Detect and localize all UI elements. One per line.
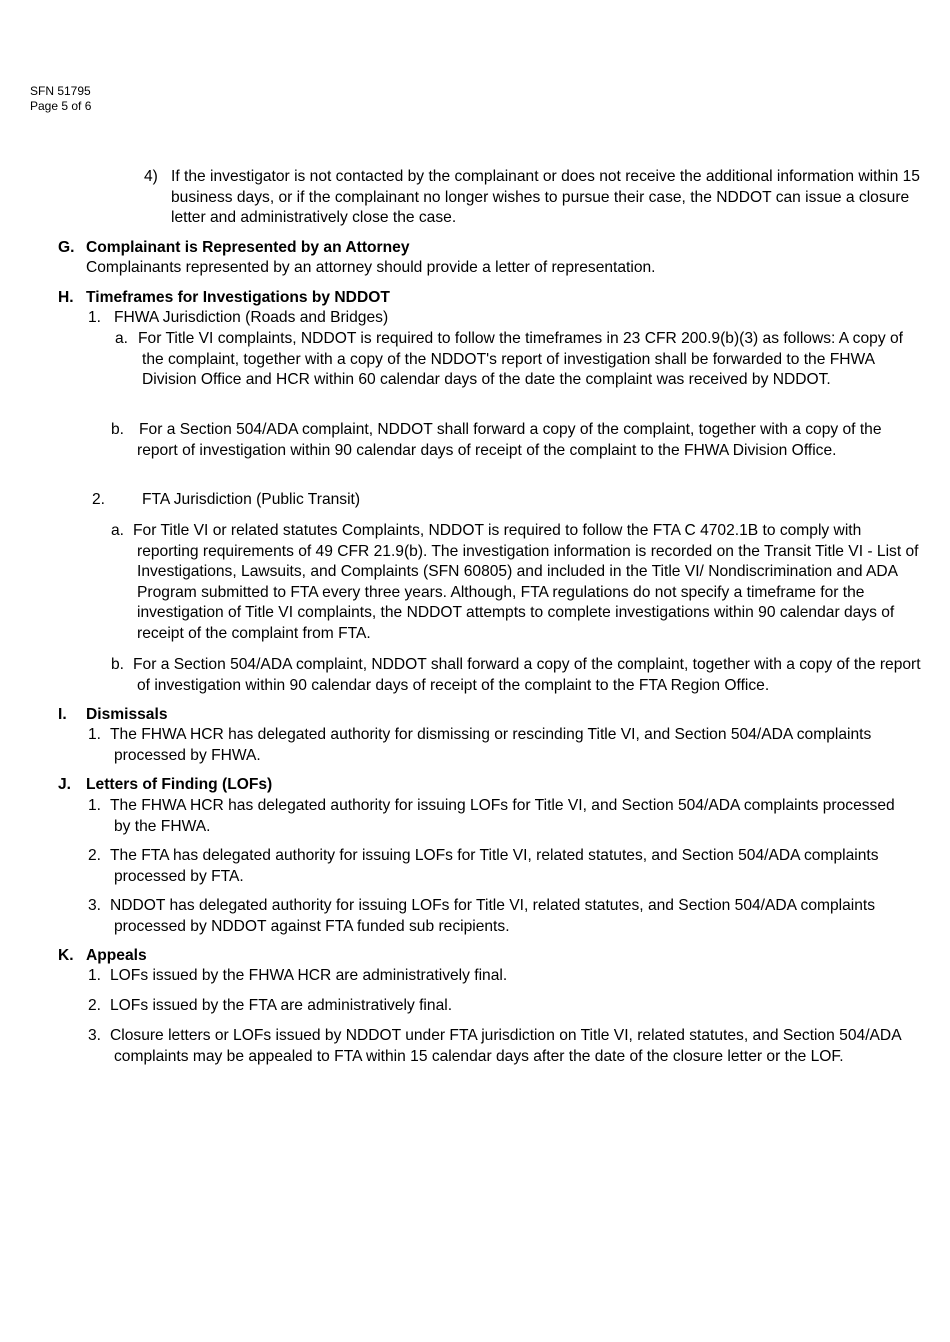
section-title-timeframes: Timeframes for Investigations by NDDOT (86, 289, 390, 306)
list-marker: 1. (88, 967, 102, 984)
list-marker: 1. (88, 309, 102, 326)
section-title-lofs: Letters of Finding (LOFs) (86, 776, 273, 793)
paragraph-appeals-3: Closure letters or LOFs issued by NDDOT under FTA jurisdiction on Title VI, related statutes, and Section 504/ADA complaints may be appealed to FTA within 15 calendar days after the date of the closure letter or the LOF. (110, 1027, 901, 1065)
paragraph-fta-section-504: For a Section 504/ADA complaint, NDDOT shall forward a copy of the complaint, together with a copy of the report of investigation within 90 calendar days of receipt of the complaint to the FTA Region Office. (133, 656, 921, 694)
section-title-dismissals: Dismissals (86, 706, 168, 723)
list-marker: 1. (88, 797, 102, 814)
list-marker: 1. (88, 726, 102, 743)
list-marker: a. (111, 522, 125, 539)
list-marker: 4) (144, 168, 158, 185)
paragraph-appeals-2: LOFs issued by the FTA are administratively final. (110, 997, 453, 1014)
section-marker-i: I. (58, 706, 67, 723)
paragraph-lofs-1: The FHWA HCR has delegated authority for issuing LOFs for Title VI, and Section 504/ADA complaints processed by the FHWA. (110, 797, 895, 835)
section-title-appeals: Appeals (86, 947, 147, 964)
section-title-attorney: Complainant is Represented by an Attorney (86, 239, 410, 256)
paragraph-lofs-2: The FTA has delegated authority for issuing LOFs for Title VI, related statutes, and Section 504/ADA complaints processed by FTA. (110, 847, 879, 885)
list-marker: 3. (88, 897, 102, 914)
subheading-fta-jurisdiction: FTA Jurisdiction (Public Transit) (142, 491, 361, 508)
paragraph-investigator-not-contacted: If the investigator is not contacted by the complainant or does not receive the additional information within 15 business days, or if the complainant no longer wishes to pursue their case, the NDDOT can issue a closure letter and administratively close the case. (171, 168, 920, 226)
page-number: Page 5 of 6 (30, 99, 92, 113)
list-marker: b. (111, 656, 125, 673)
list-marker: b. (111, 421, 125, 438)
form-number: SFN 51795 (30, 84, 91, 98)
section-marker-g: G. (58, 239, 75, 256)
paragraph-attorney: Complainants represented by an attorney should provide a letter of representation. (86, 259, 656, 276)
list-marker: 3. (88, 1027, 102, 1044)
paragraph-appeals-1: LOFs issued by the FHWA HCR are administratively final. (110, 967, 508, 984)
section-marker-h: H. (58, 289, 74, 306)
list-marker: 2. (88, 847, 102, 864)
paragraph-fhwa-section-504: For a Section 504/ADA complaint, NDDOT shall forward a copy of the complaint, together with a copy of the report of investigation within 90 calendar days of receipt of the complaint to the FHWA Division Office. (137, 421, 882, 459)
section-marker-j: J. (58, 776, 72, 793)
section-marker-k: K. (58, 947, 74, 964)
paragraph-dismissals-1: The FHWA HCR has delegated authority for dismissing or rescinding Title VI, and Section 504/ADA complaints processed by FHWA. (110, 726, 872, 764)
paragraph-fta-title-vi: For Title VI or related statutes Complaints, NDDOT is required to follow the FTA C 4702.1B to comply with reporting requirements of 49 CFR 21.9(b). The investigation information is recorded on the Transit Title VI - List of Investigations, Lawsuits, and Complaints (SFN 60805) and included in the Title VI/ Nondiscrimination and ADA Program submitted to FTA every three years. Although, FTA regulations do not specify a timeframe for the investigation of Title VI complaints, the NDDOT attempts to complete investigations within 90 calendar days of receipt of the complaint from FTA. (133, 522, 919, 642)
list-marker: a. (115, 330, 129, 347)
list-marker: 2. (92, 491, 106, 508)
page-header (30, 84, 91, 114)
paragraph-lofs-3: NDDOT has delegated authority for issuing LOFs for Title VI, related statutes, and Section 504/ADA complaints processed by NDDOT against FTA funded sub recipients. (110, 897, 876, 935)
list-marker: 2. (88, 997, 102, 1014)
paragraph-fhwa-title-vi: For Title VI complaints, NDDOT is required to follow the timeframes in 23 CFR 200.9(b)(3) as follows: A copy of the complaint, together with a copy of the NDDOT's report of investigation shall be forwarded to the FHWA Division Office and HCR within 60 calendar days of the date the complaint was received by NDDOT. (138, 330, 903, 388)
subheading-fhwa-jurisdiction: FHWA Jurisdiction (Roads and Bridges) (114, 309, 389, 326)
